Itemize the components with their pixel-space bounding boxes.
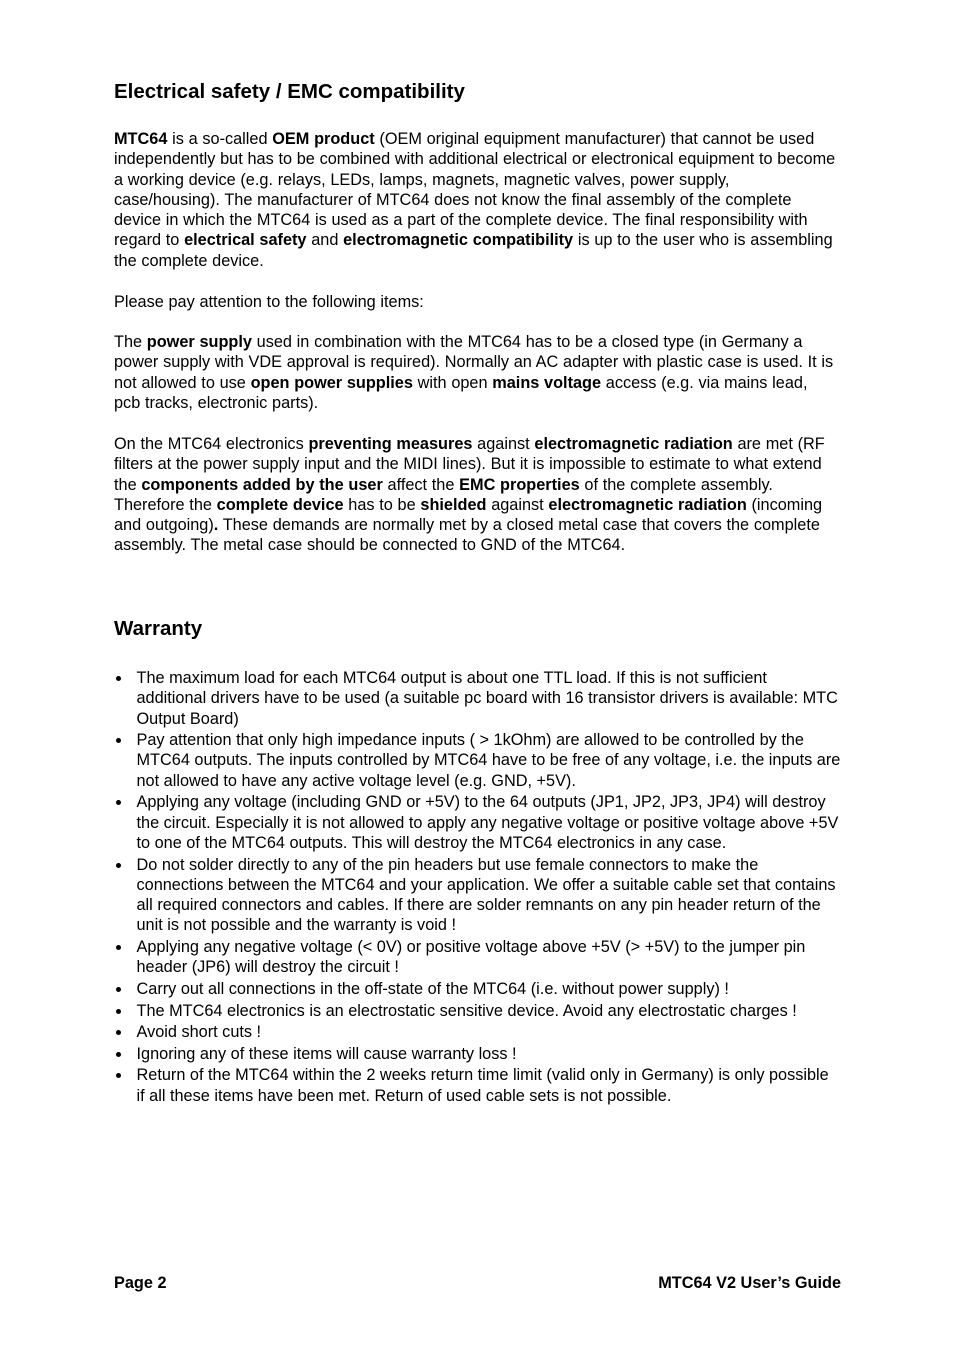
bold-text-run: electromagnetic radiation xyxy=(534,435,733,453)
bold-text-run: OEM product xyxy=(272,130,375,148)
safety-paragraph-3 xyxy=(114,332,838,413)
text-run: used in combination with the MTC64 has to be a closed type (in Germany a power supply with VDE approval is required). Normally an AC adapter with plastic case is used. It is not allowed to use xyxy=(114,333,834,392)
text-run: of the complete assembly. Therefore the xyxy=(114,475,773,514)
warranty-item: Ignoring any of these items will cause warranty loss ! xyxy=(114,1044,841,1064)
bold-text-run: components added by the user xyxy=(141,475,383,494)
warranty-item: Return of the MTC64 within the 2 weeks return time limit (valid only in Germany) is only possible if all these items have been met. Return of used cable sets is not possible. xyxy=(114,1065,841,1106)
warranty-heading: Warranty xyxy=(114,617,203,640)
bold-text-run: preventing measures xyxy=(308,435,473,453)
bold-text-run: electromagnetic compatibility xyxy=(343,231,574,250)
text-run: On the MTC64 electronics xyxy=(114,435,309,453)
bold-text-run: electrical safety xyxy=(184,231,307,250)
warranty-item: Applying any voltage (including GND or +5V) to the 64 outputs (JP1, JP2, JP3, JP4) will destroy the circuit. Especially it is not allowed to apply any negative voltage or positive voltage above +5V to one of the MTC64 outputs. This will destroy the MTC64 electronics in any case. xyxy=(114,792,841,853)
text-run: are met (RF filters at the power supply input and the MIDI lines). But it is impossible to estimate to what extend the xyxy=(114,435,825,494)
text-run: The xyxy=(114,333,147,351)
warranty-item: Carry out all connections in the off-state of the MTC64 (i.e. without power supply) ! xyxy=(114,979,841,999)
text-run: has to be xyxy=(343,495,421,514)
bold-text-run: MTC64 xyxy=(114,130,168,148)
warranty-item: Applying any negative voltage (< 0V) or positive voltage above +5V (> +5V) to the jumper pin header (JP6) will destroy the circuit ! xyxy=(114,937,841,978)
bold-text-run: electromagnetic radiation xyxy=(548,495,747,514)
bold-text-run: open power supplies xyxy=(250,373,413,392)
warranty-item: Avoid short cuts ! xyxy=(114,1022,841,1042)
text-run: access (e.g. via mains lead, pcb tracks, electronic parts). xyxy=(114,373,808,412)
bold-text-run: EMC properties xyxy=(459,475,580,494)
text-run: (incoming and outgoing) xyxy=(114,495,823,535)
page-footer xyxy=(114,1273,841,1293)
text-run: with open xyxy=(412,373,493,392)
bold-text-run: shielded xyxy=(420,495,487,514)
safety-paragraph-2 xyxy=(114,292,838,312)
warranty-item: Pay attention that only high impedance inputs ( > 1kOhm) are allowed to be controlled by the MTC64 outputs. The inputs controlled by MTC64 have to be free of any voltage, i.e. the inputs are not allowed to have any active voltage level (e.g. GND, +5V). xyxy=(114,730,841,791)
warranty-item: The maximum load for each MTC64 output is about one TTL load. If this is not sufficient additional drivers have to be used (a suitable pc board with 16 transistor drivers is available: MTC Output Board) xyxy=(114,668,841,729)
text-run: against xyxy=(472,435,535,453)
warranty-item: Do not solder directly to any of the pin headers but use female connectors to make the connections between the MTC64 and your application. We offer a suitable cable set that contains all required connectors and cables. If there are solder remnants on any pin header return of the unit is not possible and the warranty is void ! xyxy=(114,855,841,936)
safety-paragraph-1 xyxy=(114,129,838,271)
warranty-list xyxy=(114,668,841,1107)
text-run: and xyxy=(306,231,344,250)
page-number: Page 2 xyxy=(114,1274,167,1292)
bold-text-run: power supply xyxy=(146,333,252,351)
document-title: MTC64 V2 User’s Guide xyxy=(658,1274,841,1292)
bold-text-run: mains voltage xyxy=(492,373,602,392)
safety-heading: Electrical safety / EMC compatibility xyxy=(114,80,465,103)
text-run: is a so-called xyxy=(167,130,273,148)
safety-paragraph-4 xyxy=(114,434,838,556)
text-run: is up to the user who is assembling the complete device. xyxy=(114,231,833,270)
bold-text-run: complete device xyxy=(216,495,344,514)
text-run: These demands are normally met by a closed metal case that covers the complete assembly. The metal case should be connected to GND of the MTC64. xyxy=(114,516,820,555)
text-run: (OEM original equipment manufacturer) that cannot be used independently but has to be combined with additional electrical or electronical equipment to become a working device (e.g. relays, LEDs, lamps, magnets, magnetic valves, power supply, case/housing). The manufacturer of MTC64 does not know the final assembly of the complete device in which the MTC64 is used as a part of the complete device. The final responsibility with regard to xyxy=(114,130,836,250)
bold-text-run: . xyxy=(213,516,219,535)
text-run: against xyxy=(486,495,549,514)
warranty-item: The MTC64 electronics is an electrostatic sensitive device. Avoid any electrostatic charges ! xyxy=(114,1001,841,1021)
text-run: Please pay attention to the following items: xyxy=(114,293,424,311)
text-run: affect the xyxy=(382,475,460,494)
